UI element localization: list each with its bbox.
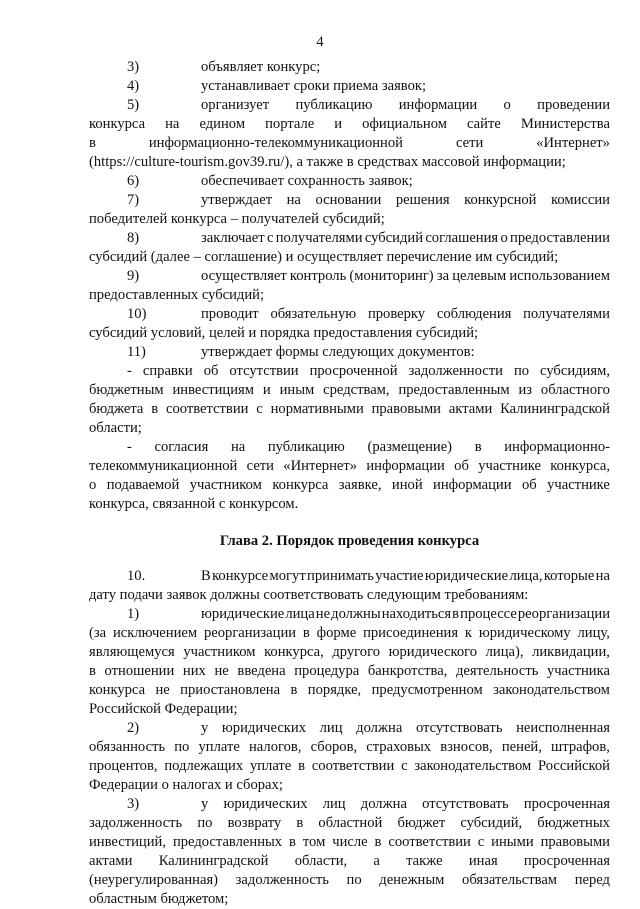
word: могут xyxy=(269,568,306,584)
list-item xyxy=(89,96,610,172)
word: на xyxy=(286,192,301,208)
word: другого xyxy=(332,644,381,660)
item-text xyxy=(201,567,610,586)
word: лиц xyxy=(319,720,343,736)
word: также xyxy=(406,853,443,869)
word: а xyxy=(373,853,380,869)
document-body xyxy=(89,58,610,909)
item-text xyxy=(201,795,610,814)
item-text xyxy=(89,662,610,681)
word: целевым xyxy=(452,268,507,284)
word: правовыми xyxy=(540,834,610,850)
item-text xyxy=(89,457,610,476)
word: лица), xyxy=(485,644,524,660)
word: субсидий xyxy=(364,230,424,246)
item-number: 5) xyxy=(127,97,140,113)
item-text: субсидий (далее – соглашение) и осуществляет перечисление им субсидий; xyxy=(89,249,559,265)
word: в xyxy=(151,401,159,417)
item-text: обеспечивает сохранность заявок; xyxy=(201,173,413,189)
word: задолженности xyxy=(408,363,503,379)
word: юридического xyxy=(388,644,478,660)
word: отношении xyxy=(104,663,175,679)
word: использованием xyxy=(509,268,610,284)
word: правовыми xyxy=(371,401,441,417)
word: сайте xyxy=(467,116,501,132)
word: просроченной xyxy=(309,363,398,379)
word: получателями xyxy=(275,230,363,246)
word: пеней, xyxy=(501,739,542,755)
word: информации xyxy=(366,458,445,474)
word: перед xyxy=(574,872,610,888)
word: бюджетных xyxy=(537,815,610,831)
word: числе xyxy=(332,834,368,850)
word: к xyxy=(464,625,473,641)
word: субсидий, xyxy=(460,815,523,831)
word: об xyxy=(203,363,219,379)
word: законодательством xyxy=(493,682,610,698)
word: лица xyxy=(285,606,315,622)
page-number: 4 xyxy=(316,34,324,50)
word: за xyxy=(436,268,450,284)
word: реорганизации xyxy=(517,606,610,622)
word: штрафов, xyxy=(551,739,610,755)
item-number: 8) xyxy=(127,230,140,246)
word: конкурса xyxy=(272,477,329,493)
item-text: победителей конкурса – получателей субсидий; xyxy=(89,211,385,227)
word: участие xyxy=(375,568,424,584)
list-item xyxy=(89,172,610,191)
word: в xyxy=(289,834,296,850)
word: них xyxy=(182,663,206,679)
first-line xyxy=(89,77,610,96)
word: проверку xyxy=(367,306,426,322)
word: из xyxy=(518,382,533,398)
word: соответствии xyxy=(165,401,249,417)
word: задолженность xyxy=(89,815,183,831)
item-text xyxy=(89,134,610,153)
word: подлежащих xyxy=(164,758,244,774)
word: соглашения xyxy=(425,230,499,246)
word: конкурса, xyxy=(264,644,324,660)
requirement-item xyxy=(89,605,610,719)
chapter2-heading: Глава 2. Порядок проведения конкурса xyxy=(219,533,480,549)
word: осуществляет xyxy=(201,268,287,284)
first-line xyxy=(89,305,610,324)
list-item xyxy=(89,343,610,362)
word: с xyxy=(477,834,485,850)
word: и xyxy=(262,382,271,398)
word: сети xyxy=(246,458,274,474)
word: лица, xyxy=(509,568,543,584)
word: не xyxy=(315,606,331,622)
item-text: Российской Федерации; xyxy=(89,701,238,717)
item-text: области; xyxy=(89,420,142,436)
word: заявке, xyxy=(338,477,382,493)
word: законодательством xyxy=(414,758,532,774)
item-text xyxy=(201,191,610,210)
word: не xyxy=(214,663,229,679)
word: справки xyxy=(142,363,193,379)
word: с xyxy=(256,401,263,417)
word: заключает xyxy=(201,230,265,246)
item-text xyxy=(89,643,610,662)
word: в xyxy=(302,625,310,641)
item-number: 1) xyxy=(127,606,140,622)
item-text: устанавливает сроки приема заявок; xyxy=(201,78,427,94)
word: в xyxy=(374,834,382,850)
word: конкурса, xyxy=(550,458,610,474)
word: субсидиям, xyxy=(540,363,610,379)
item-text: субсидий условий, целей и порядка предоставления субсидий; xyxy=(89,325,479,341)
word: информации xyxy=(433,477,512,493)
word: предоставленным xyxy=(398,382,510,398)
item-number: 3) xyxy=(127,59,140,75)
word: конкурса xyxy=(89,682,146,698)
word: информации xyxy=(398,97,478,113)
word: просроченная xyxy=(523,853,610,869)
word: участнике xyxy=(547,477,610,493)
word: присоединения xyxy=(363,625,459,641)
item-number: 2) xyxy=(127,720,140,736)
word: областной xyxy=(318,815,383,831)
word: Российской xyxy=(538,758,610,774)
item-number: 10. xyxy=(127,568,146,584)
word: процентов, xyxy=(89,758,158,774)
item-text xyxy=(201,229,610,248)
word: областного xyxy=(540,382,610,398)
first-line xyxy=(89,605,610,624)
word: участнике xyxy=(478,458,541,474)
word: сборов, xyxy=(310,739,358,755)
word: основании xyxy=(315,192,382,208)
word: участника xyxy=(547,663,610,679)
word: об xyxy=(454,458,469,474)
first-line xyxy=(89,172,610,191)
list-item xyxy=(89,191,610,229)
word: отсутствовать xyxy=(422,796,509,812)
word: портале xyxy=(265,116,315,132)
word: публикацию xyxy=(295,97,373,113)
word: задолженность xyxy=(235,872,329,888)
item-text xyxy=(201,719,610,738)
word: иным xyxy=(279,382,315,398)
word: иная xyxy=(468,853,498,869)
word: иными xyxy=(491,834,534,850)
first-line xyxy=(89,229,610,248)
item-text xyxy=(201,605,610,624)
item-text xyxy=(201,96,610,115)
word: подаваемой xyxy=(106,477,180,493)
word: конкурса xyxy=(89,116,146,132)
word: в xyxy=(89,663,96,679)
word: (за xyxy=(89,625,107,641)
requirement-item xyxy=(89,795,610,909)
word: по xyxy=(346,872,362,888)
word: должна xyxy=(356,720,403,736)
word: страховых xyxy=(366,739,432,755)
word: принимать xyxy=(307,568,374,584)
word: в xyxy=(298,758,306,774)
word: решения xyxy=(395,192,450,208)
word: конкурсе xyxy=(212,568,269,584)
word: организует xyxy=(201,97,270,113)
dash-item xyxy=(89,362,610,438)
item-text xyxy=(89,438,610,457)
word: бюджета xyxy=(89,401,144,417)
word: актами xyxy=(89,853,133,869)
word: не xyxy=(155,682,170,698)
item-text: конкурса, связанной с конкурсом. xyxy=(89,496,299,512)
document-forms-list xyxy=(89,362,610,514)
word: на xyxy=(595,568,610,584)
word: «Интернет» xyxy=(536,135,610,151)
item-text xyxy=(89,400,610,419)
item-text: (https://culture-tourism.gov39.ru/), а также в средствах массовой информации; xyxy=(89,154,566,170)
item-number: 9) xyxy=(127,268,140,284)
word: уплате xyxy=(249,758,292,774)
word: которые xyxy=(543,568,595,584)
word: информационно- xyxy=(504,439,610,455)
word: области, xyxy=(294,853,348,869)
word: соответствии xyxy=(388,834,471,850)
word: форме xyxy=(316,625,357,641)
word: сети xyxy=(455,135,484,151)
item-text xyxy=(89,381,610,400)
word: у xyxy=(201,720,209,736)
first-line xyxy=(89,567,610,586)
word: едином xyxy=(199,116,246,132)
first-line xyxy=(89,96,610,115)
word: являющемуся xyxy=(89,644,175,660)
word: (неурегулированная) xyxy=(89,872,219,888)
word: - xyxy=(127,439,132,455)
list-item xyxy=(89,305,610,343)
word: процедура xyxy=(294,663,360,679)
word: должна xyxy=(360,796,407,812)
word: юридических xyxy=(221,720,307,736)
word: и xyxy=(334,116,343,132)
item-text: областным бюджетом; xyxy=(89,891,229,907)
word: ликвидации, xyxy=(532,644,610,660)
word: предусмотренном xyxy=(371,682,483,698)
item-text xyxy=(89,814,610,833)
chapter2-requirements-list xyxy=(89,605,610,909)
word: денежным xyxy=(379,872,445,888)
word: проводит xyxy=(201,306,259,322)
dash-item xyxy=(89,438,610,514)
word: просроченная xyxy=(523,796,610,812)
word: реорганизации xyxy=(203,625,297,641)
word: актами xyxy=(448,401,493,417)
word: возврату xyxy=(227,815,282,831)
word: на xyxy=(165,116,180,132)
word: (размещение) xyxy=(367,439,453,455)
word: по xyxy=(174,739,190,755)
item-number: 4) xyxy=(127,78,140,94)
item-text xyxy=(89,115,610,134)
word: лиц xyxy=(322,796,346,812)
word: публикацию xyxy=(267,439,345,455)
word: участником xyxy=(189,477,262,493)
item-number: 3) xyxy=(127,796,140,812)
word: с xyxy=(401,758,408,774)
word: об xyxy=(521,477,537,493)
word: предоставленных xyxy=(172,834,283,850)
word: неисполненная xyxy=(516,720,610,736)
word: процессе xyxy=(460,606,517,622)
word: том xyxy=(302,834,326,850)
word: утверждает xyxy=(201,192,273,208)
item-text xyxy=(89,757,610,776)
word: уплате xyxy=(198,739,240,755)
list-item xyxy=(89,229,610,267)
item-text: объявляет конкурс; xyxy=(201,59,321,75)
first-line xyxy=(89,719,610,738)
item-text xyxy=(89,852,610,871)
word: обязательную xyxy=(270,306,357,322)
word: соблюдения xyxy=(436,306,512,322)
word: Калининградской xyxy=(158,853,269,869)
word: средствам, xyxy=(323,382,390,398)
word: конкурсной xyxy=(464,192,537,208)
item-number: 10) xyxy=(127,306,147,322)
word: инвестиций, xyxy=(89,834,167,850)
word: участником xyxy=(183,644,256,660)
word: в xyxy=(290,682,298,698)
list-item xyxy=(89,267,610,305)
word: бюджет xyxy=(397,815,446,831)
item-text xyxy=(89,871,610,890)
word: исключением xyxy=(112,625,198,641)
word: телекоммуникационной xyxy=(89,458,238,474)
list-item xyxy=(89,58,610,77)
word: в xyxy=(89,135,96,151)
word: предоставлении xyxy=(510,230,610,246)
list-item xyxy=(89,77,610,96)
word: контроль xyxy=(289,268,347,284)
word: с xyxy=(266,230,274,246)
word: лицу, xyxy=(577,625,610,641)
chapter1-list xyxy=(89,58,610,362)
word: находиться xyxy=(381,606,452,622)
item-text: утверждает формы следующих документов: xyxy=(201,344,475,360)
word: налогов, xyxy=(249,739,302,755)
word: у xyxy=(201,796,209,812)
first-line xyxy=(89,795,610,814)
item-text xyxy=(89,362,610,381)
item-number: 6) xyxy=(127,173,140,189)
word: иной xyxy=(391,477,423,493)
item-text xyxy=(89,624,610,643)
item-text: дату подачи заявок должны соответствовать следующим требованиям: xyxy=(89,587,529,603)
word: о xyxy=(89,477,97,493)
word: обязательствам xyxy=(462,872,558,888)
word: информационно-телекоммуникационной xyxy=(148,135,403,151)
word: бюджетным xyxy=(89,382,164,398)
word: юридических xyxy=(223,796,308,812)
word: на xyxy=(230,439,246,455)
word: взносов, xyxy=(440,739,493,755)
word: в xyxy=(452,606,460,622)
word: инвестициям xyxy=(172,382,254,398)
word: по xyxy=(197,815,213,831)
word: деятельность xyxy=(455,663,539,679)
word: приостановлена xyxy=(180,682,281,698)
item-text xyxy=(89,738,610,757)
word: юридическому xyxy=(478,625,571,641)
first-line xyxy=(89,58,610,77)
word: в xyxy=(296,815,304,831)
word: о xyxy=(500,230,508,246)
word: «Интернет» xyxy=(283,458,358,474)
word: Министерства xyxy=(520,116,610,132)
word: по xyxy=(513,363,530,379)
item-text xyxy=(201,267,610,286)
word: должны xyxy=(331,606,381,622)
word: нормативными xyxy=(270,401,364,417)
item-text xyxy=(89,681,610,700)
requirement-item xyxy=(89,719,610,795)
intro-paragraph xyxy=(89,567,610,605)
word: банкротства, xyxy=(367,663,448,679)
word: - xyxy=(127,363,132,379)
word: порядке, xyxy=(307,682,362,698)
word: соответствии xyxy=(311,758,395,774)
chapter2-intro xyxy=(89,567,610,605)
item-text xyxy=(89,476,610,495)
word: комиссии xyxy=(551,192,610,208)
word: Калининградской xyxy=(500,401,610,417)
word: юридические xyxy=(424,568,509,584)
item-text xyxy=(201,305,610,324)
item-text: предоставленных субсидий; xyxy=(89,287,265,303)
word: в xyxy=(474,439,482,455)
item-number: 7) xyxy=(127,192,140,208)
first-line xyxy=(89,191,610,210)
word: согласия xyxy=(154,439,209,455)
word: юридические xyxy=(201,606,285,622)
word: о xyxy=(503,97,511,113)
item-number: 11) xyxy=(127,344,146,360)
word: проведении xyxy=(537,97,610,113)
word: отсутствии xyxy=(229,363,299,379)
word: официальном xyxy=(362,116,447,132)
first-line xyxy=(89,267,610,286)
item-text: Федерации о налогах и сборах; xyxy=(89,777,283,793)
item-text xyxy=(89,833,610,852)
word: введена xyxy=(237,663,286,679)
first-line xyxy=(89,343,610,362)
word: обязанность xyxy=(89,739,166,755)
word: (мониторинг) xyxy=(349,268,434,284)
word: В xyxy=(201,568,211,584)
word: получателями xyxy=(523,306,610,322)
word: отсутствовать xyxy=(415,720,503,736)
